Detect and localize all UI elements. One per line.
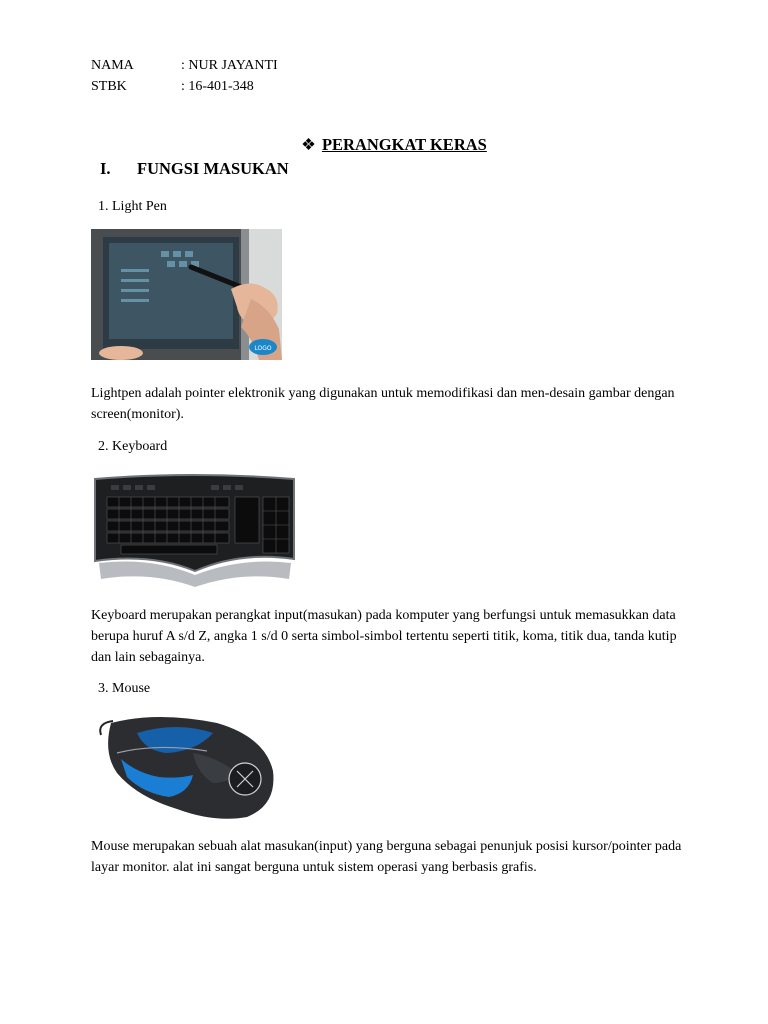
item-light-pen-label: 1. Light Pen [98, 199, 167, 214]
keyboard-description: Keyboard merupakan perangkat input(masukan) pada komputer yang berfungsi untuk memasukkan data berupa huruf A s/d Z, angka 1 s/d 0 serta simbol-simbol tertentu seperti titik, koma, titik dua, tanda kutip dan lain sebagainya. [91, 608, 677, 665]
section-heading [100, 159, 289, 179]
light-pen-image [91, 229, 282, 360]
section-number: I. [100, 159, 111, 178]
nama-value: : NUR JAYANTI [181, 58, 278, 73]
svg-text:LOGO: LOGO [254, 345, 272, 352]
item-keyboard-label: 2. Keyboard [98, 439, 168, 454]
section-title: FUNGSI MASUKAN [137, 159, 289, 178]
nama-row [91, 58, 278, 74]
item-mouse-label: 3. Mouse [98, 681, 151, 696]
stbk-value: : 16-401-348 [181, 79, 254, 94]
nama-label: NAMA [91, 58, 134, 73]
page-title [0, 135, 768, 155]
stbk-label: STBK [91, 79, 127, 94]
light-pen-description: Lightpen adalah pointer elektronik yang digunakan untuk memodifikasi dan men-desain gambar dengan screen(monitor). [91, 386, 675, 422]
stbk-row [91, 79, 254, 95]
mouse-description: Mouse merupakan sebuah alat masukan(input) yang berguna sebagai penunjuk posisi kursor/pointer pada layar monitor. alat ini sangat berguna untuk sistem operasi yang berbasis grafis. [91, 839, 682, 875]
mouse-image [97, 713, 277, 821]
diamond-bullet-icon: ❖ [301, 135, 316, 154]
page-title-text: PERANGKAT KERAS [321, 135, 487, 154]
keyboard-image [91, 471, 298, 589]
